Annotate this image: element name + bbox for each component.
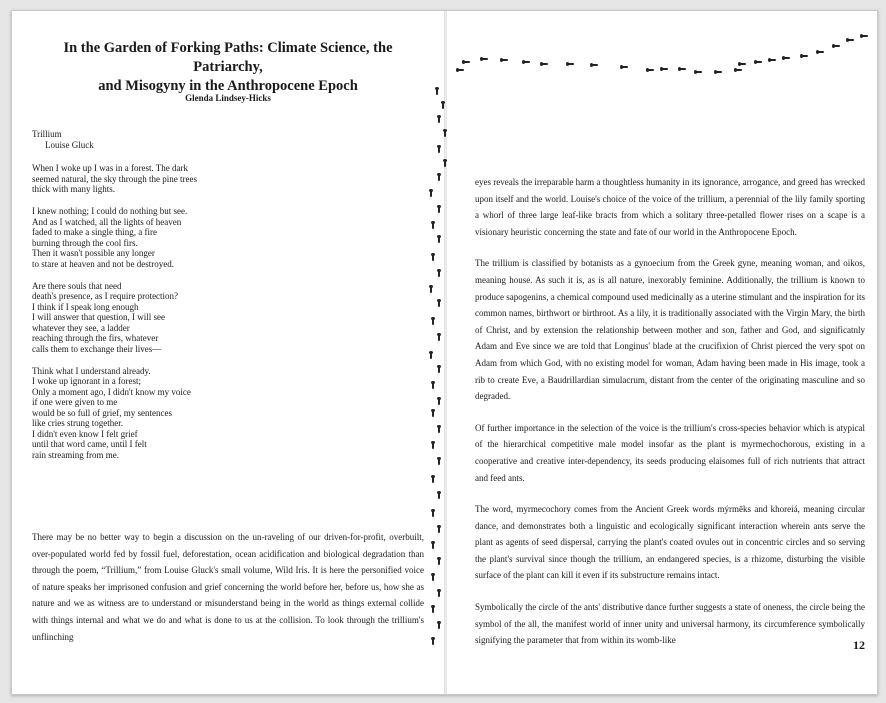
ant-mark [432, 411, 434, 417]
ant-mark [438, 175, 440, 181]
paragraph-2: The trillium is classified by botanists as a gynoecium from the Greek gyne, meaning woman, and oikos, meaning house. As such it is, as is all nature, inexorably feminine. Additionally, the trillium is known to produce sapogenins, a chemical compound used medicinally as a uterine stimulant and the inspiration for its common names, birthwort or birthroot. As a lily, it is traditionally associated with the Virgin Mary, the birth of Christ, and by extension the relationship between mother and son, father and God, and significatnly Adam and Eve since we are told that Longinus' blade at the crucifixion of Christ pierced the very spot on Adam from which God, with no existing model for woman, Adam having been made in His image, took a rib to create Eve, a Baudrillardian simulacrum, distant from the center of the originating masculine and so degraded. [475, 258, 865, 402]
ant-mark [696, 71, 702, 73]
ant-mark [716, 71, 722, 73]
poem-line: thick with many lights. [32, 184, 115, 194]
ant-mark [432, 223, 434, 229]
poem-line: I didn't even know I felt grief [32, 428, 138, 439]
ant-mark [438, 301, 440, 307]
right-body-text [475, 174, 865, 664]
poem-stanza [32, 281, 332, 355]
ant-mark [438, 147, 440, 153]
poem-body [32, 163, 332, 472]
ant-mark [432, 607, 434, 613]
ant-mark [438, 367, 440, 373]
ant-mark [438, 591, 440, 597]
ant-mark [438, 237, 440, 243]
poem-line: whatever they see, a ladder [32, 322, 130, 333]
ant-mark [438, 459, 440, 465]
title-line-1: In the Garden of Forking Paths: Climate Science, the Patriarchy, [63, 40, 393, 75]
paragraph-5: Symbolically the circle of the ants' distributive dance further suggests a state of oneness, the circle being the symbol of the all, the manifest world of inner unity and universal harmony, its circumference symbolically signifying the parameter that from within its womb-like [475, 602, 865, 646]
poem-line: I woke up ignorant in a forest; [32, 376, 141, 386]
ant-mark [482, 58, 488, 60]
book-spread [11, 10, 878, 695]
ant-mark [818, 51, 824, 53]
ant-mark [770, 59, 776, 61]
ant-mark [622, 66, 628, 68]
poem-line: Are there souls that need [32, 280, 122, 291]
ant-mark [756, 61, 762, 63]
ant-mark [432, 383, 434, 389]
poem-line: Think what I understand already. [32, 365, 151, 376]
poem-line: Only a moment ago, I didn't know my voice [32, 386, 191, 397]
ant-mark [662, 68, 668, 70]
poem-line: to stare at heaven and not be destroyed. [32, 258, 174, 269]
ant-mark [432, 319, 434, 325]
ant-mark [502, 59, 508, 61]
ant-mark [458, 69, 464, 71]
ant-mark [438, 427, 440, 433]
article-author: Glenda Lindsey-Hicks [185, 93, 271, 103]
ant-mark [438, 527, 440, 533]
ant-mark [438, 493, 440, 499]
ant-mark [784, 57, 790, 59]
paragraph-3: Of further importance in the selection of the voice is the trillium's cross-species behavior which is atypical of the hierarchical competitive male model insofar as the plant is myrmechochorous, existing in a cooperative and creative inter-dependency, its seeds producing elaisomes full of rich nutrients that attract and feed ants. [475, 422, 865, 483]
poem-line: like cries strung together. [32, 418, 123, 428]
ant-mark [438, 399, 440, 405]
poem-title: Trillium [32, 129, 62, 139]
ant-mark [438, 335, 440, 341]
ant-mark [430, 287, 432, 293]
ant-mark [438, 207, 440, 213]
poem-line: I think if I speak long enough [32, 301, 139, 312]
ant-mark [432, 575, 434, 581]
poem-line: I will answer that question, I will see [32, 312, 165, 322]
poem-line: seemed natural, the sky through the pine trees [32, 173, 197, 184]
ant-mark [438, 271, 440, 277]
ant-mark [430, 191, 432, 197]
title-line-2: and Misogyny in the Anthropocene Epoch [98, 78, 358, 94]
ant-mark [430, 353, 432, 359]
ant-mark [464, 61, 470, 63]
poem-line: rain streaming from me. [32, 449, 119, 460]
ant-mark [680, 68, 686, 70]
ant-mark [432, 543, 434, 549]
ant-mark [438, 559, 440, 565]
ant-mark [834, 45, 840, 47]
poem-line: would be so full of grief, my sentences [32, 407, 172, 418]
left-page [12, 11, 444, 694]
ant-mark [862, 35, 868, 37]
ant-mark [568, 63, 574, 65]
ant-mark [444, 131, 446, 137]
page-number: 12 [853, 638, 865, 652]
poem-line: calls them to exchange their lives— [32, 343, 162, 354]
ant-mark [648, 69, 654, 71]
article-title [32, 39, 424, 96]
poem-line: death's presence, as I require protection? [32, 291, 179, 301]
ant-mark [432, 477, 434, 483]
ant-mark [524, 61, 530, 63]
poem-line: burning through the cool firs. [32, 237, 138, 248]
ant-mark [442, 103, 444, 109]
ant-mark [432, 255, 434, 261]
ant-mark [802, 55, 808, 57]
ant-mark [444, 161, 446, 167]
paragraph-4: The word, myrmecochory comes from the Ancient Greek words mýrmēks and khoreiá, meaning circular dance, and demonstrates both a linguistic and ecologically significant interaction wherein ants serve the plant as agents of seed dispersal, carrying the plant's coated ovules out in concentric circles and so serving the plant's survival since though the trillium, an endangered species, is a rhizome, disturbing the visible surface of the plant can kill it even if its substructure remains intact. [475, 504, 865, 581]
right-page [447, 11, 877, 694]
poem-line: And as I watched, all the lights of heaven [32, 216, 182, 227]
ant-mark [438, 117, 440, 123]
poem-line: I knew nothing; I could do nothing but see. [32, 206, 188, 216]
ant-mark [432, 639, 434, 645]
poem-heading [32, 129, 94, 151]
left-body-text: There may be no better way to begin a discussion on the un-raveling of our driven-for-profit, overbuilt, over-populated world fed by fossil fuel, deforestation, ocean acidification and biological degradation than through the poem, “Trillium,” from Louise Gluck's small volume, Wild Iris. It is here the personified voice of nature speaks her imprisoned confusion and grief concerning the world before her, before us, how she as nature and we as witness are to understand or misunderstand being in the world as things external collide with things internal and what we do and what is done to us at the collision. To look through the trillium's unflinching [32, 532, 424, 642]
paragraph-1: eyes reveals the irreparable harm a thoughtless humanity in its ignorance, arrogance, and greed has wrecked upon itself and the world. Louise's choice of the voice of the trillium, a perennial of the lily family sporting a whorl of three large leaf-like bracts from which a solitary three-petalled flower rises on a scape is a visionary heuristic concerning the state and fate of our world in the Anthropocene Epoch. [475, 177, 865, 237]
ant-mark [436, 89, 438, 95]
poem-line: When I woke up I was in a forest. The dark [32, 163, 189, 173]
ant-mark [848, 39, 854, 41]
poem-line: if one were given to me [32, 397, 118, 407]
ant-mark [740, 63, 746, 65]
poem-line: Then it wasn't possible any longer [32, 248, 155, 258]
poem-poet: Louise Gluck [45, 140, 94, 150]
ant-mark [542, 63, 548, 65]
poem-stanza [32, 206, 332, 269]
poem-line: until that word came, until I felt [32, 439, 147, 449]
ant-mark [592, 64, 598, 66]
ant-mark [736, 69, 742, 71]
ant-mark [438, 623, 440, 629]
ant-mark [432, 511, 434, 517]
poem-line: faded to make a single thing, a fire [32, 227, 157, 237]
poem-stanza [32, 163, 332, 195]
ant-mark [432, 443, 434, 449]
poem-line: reaching through the firs, whatever [32, 333, 159, 343]
poem-stanza [32, 366, 332, 461]
